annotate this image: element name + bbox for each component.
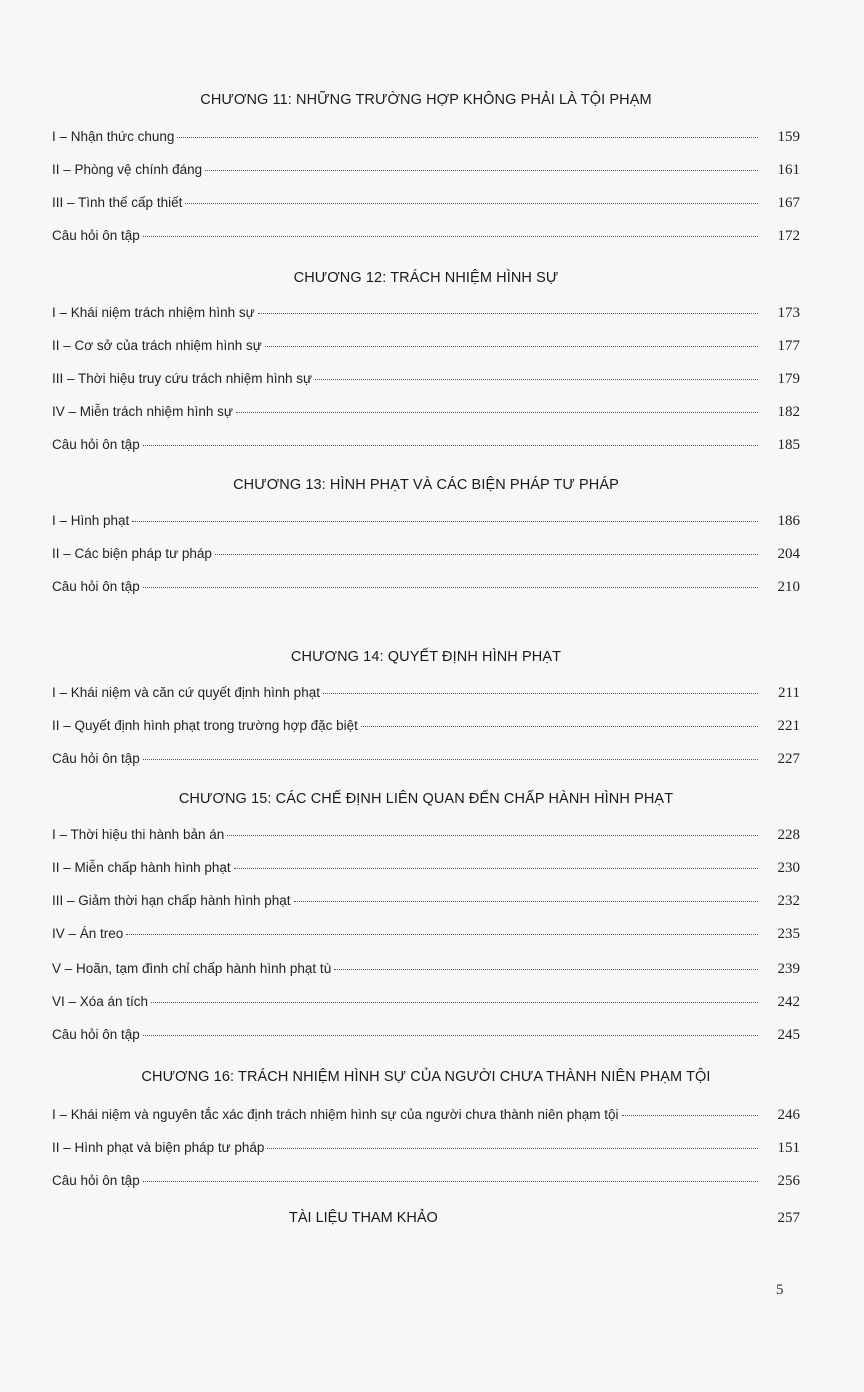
references-entry[interactable]	[52, 1210, 800, 1230]
references-label: TÀI LIỆU THAM KHẢO	[289, 1210, 438, 1226]
entry-label: II – Quyết định hình phạt trong trường hợp đặc biệt	[52, 718, 358, 733]
chapter-15-title: CHƯƠNG 15: CÁC CHẾ ĐỊNH LIÊN QUAN ĐẾN CHẤP HÀNH HÌNH PHẠT	[178, 791, 674, 807]
leader-dots	[622, 1114, 758, 1116]
entry-page: 228	[777, 827, 800, 843]
leader-dots	[236, 411, 758, 413]
toc-entry[interactable]	[52, 893, 800, 913]
chapter-14-title: CHƯƠNG 14: QUYẾT ĐỊNH HÌNH PHẠT	[290, 649, 562, 665]
entry-page: 161	[777, 162, 800, 178]
leader-dots	[177, 136, 758, 138]
entry-page: 173	[777, 305, 800, 321]
leader-dots	[143, 758, 758, 760]
entry-label: Câu hỏi ôn tập	[52, 751, 140, 766]
leader-dots	[143, 235, 758, 237]
leader-dots	[267, 1147, 758, 1149]
entry-page: 177	[777, 338, 800, 354]
toc-entry[interactable]	[52, 371, 800, 391]
chapter-12-title: CHƯƠNG 12: TRÁCH NHIỆM HÌNH SỰ	[293, 270, 559, 286]
entry-label: Câu hỏi ôn tập	[52, 579, 140, 594]
leader-dots	[132, 520, 758, 522]
toc-entry[interactable]	[52, 1027, 800, 1047]
chapter-16-title: CHƯƠNG 16: TRÁCH NHIỆM HÌNH SỰ CỦA NGƯỜI CHƯA THÀNH NIÊN PHẠM TỘI	[141, 1069, 711, 1085]
entry-page: 186	[777, 513, 800, 529]
entry-page: 235	[777, 926, 800, 942]
leader-dots	[258, 312, 758, 314]
entry-page: 204	[777, 546, 800, 562]
entry-page: 185	[777, 437, 800, 453]
toc-entry[interactable]	[52, 513, 800, 533]
entry-label: Câu hỏi ôn tập	[52, 1173, 140, 1188]
entry-page: 232	[777, 893, 800, 909]
entry-page: 211	[778, 685, 800, 701]
toc-entry[interactable]	[52, 162, 800, 182]
leader-dots	[126, 933, 758, 935]
toc-entry[interactable]	[52, 546, 800, 566]
entry-page: 230	[777, 860, 800, 876]
toc-entry[interactable]	[52, 305, 800, 325]
leader-dots	[315, 378, 758, 380]
toc-entry[interactable]	[52, 1140, 800, 1160]
entry-label: VI – Xóa án tích	[52, 994, 149, 1009]
entry-page: 246	[777, 1107, 800, 1123]
toc-entry[interactable]	[52, 994, 800, 1014]
entry-label: Câu hỏi ôn tập	[52, 437, 140, 452]
chapter-11-title: CHƯƠNG 11: NHỮNG TRƯỜNG HỢP KHÔNG PHẢI LÀ TỘI PHẠM	[200, 92, 652, 108]
toc-entry[interactable]	[52, 1173, 800, 1193]
entry-page: 167	[777, 195, 800, 211]
toc-entry[interactable]	[52, 685, 800, 705]
leader-dots	[227, 834, 758, 836]
toc-entry[interactable]	[52, 718, 800, 738]
entry-label: II – Hình phạt và biện pháp tư pháp	[52, 1140, 265, 1155]
leader-dots	[185, 202, 758, 204]
entry-label: I – Khái niệm và nguyên tắc xác định trách nhiệm hình sự của người chưa thành niên phạm tội	[52, 1107, 619, 1122]
entry-page: 256	[777, 1173, 800, 1189]
leader-dots	[151, 1001, 758, 1003]
leader-dots	[323, 692, 758, 694]
toc-entry[interactable]	[52, 1107, 800, 1127]
toc-entry[interactable]	[52, 579, 800, 599]
page-number: 5	[776, 1282, 784, 1298]
chapter-13-title: CHƯƠNG 13: HÌNH PHẠT VÀ CÁC BIỆN PHÁP TƯ PHÁP	[233, 477, 619, 493]
entry-label: III – Giảm thời hạn chấp hành hình phạt	[52, 893, 291, 908]
entry-label: I – Khái niệm và căn cứ quyết định hình phạt	[52, 685, 320, 700]
entry-page: 172	[777, 228, 800, 244]
leader-dots	[361, 725, 758, 727]
leader-dots	[143, 444, 758, 446]
leader-dots	[205, 169, 758, 171]
toc-entry[interactable]	[52, 338, 800, 358]
entry-label: IV – Án treo	[52, 926, 124, 941]
entry-page: 182	[777, 404, 800, 420]
entry-label: I – Khái niệm trách nhiệm hình sự	[52, 305, 255, 320]
entry-page: 221	[777, 718, 800, 734]
toc-entry[interactable]	[52, 228, 800, 248]
entry-label: II – Cơ sở của trách nhiệm hình sự	[52, 338, 262, 353]
entry-label: V – Hoãn, tạm đình chỉ chấp hành hình phạt tù	[52, 961, 332, 976]
entry-label: IV – Miễn trách nhiệm hình sự	[52, 404, 233, 419]
entry-label: I – Hình phạt	[52, 513, 130, 528]
toc-entry[interactable]	[52, 404, 800, 424]
toc-entry[interactable]	[52, 437, 800, 457]
toc-entry[interactable]	[52, 195, 800, 215]
leader-dots	[215, 553, 758, 555]
entry-label: I – Nhận thức chung	[52, 129, 175, 144]
entry-page: 159	[777, 129, 800, 145]
entry-page: 179	[777, 371, 800, 387]
leader-dots	[234, 867, 758, 869]
toc-entry[interactable]	[52, 129, 800, 149]
leader-dots	[265, 345, 758, 347]
leader-dots	[143, 1180, 758, 1182]
toc-entry[interactable]	[52, 961, 800, 981]
entry-page: 151	[777, 1140, 800, 1156]
entry-page: 239	[777, 961, 800, 977]
entry-label: II – Các biện pháp tư pháp	[52, 546, 212, 561]
entry-label: II – Miễn chấp hành hình phạt	[52, 860, 231, 875]
toc-entry[interactable]	[52, 827, 800, 847]
entry-label: III – Thời hiệu truy cứu trách nhiệm hình sự	[52, 371, 313, 386]
entry-label: I – Thời hiệu thi hành bản án	[52, 827, 225, 842]
leader-dots	[143, 586, 758, 588]
entry-page: 245	[777, 1027, 800, 1043]
references-page: 257	[777, 1210, 800, 1226]
toc-entry[interactable]	[52, 860, 800, 880]
leader-dots	[294, 900, 758, 902]
entry-page: 242	[777, 994, 800, 1010]
entry-page: 227	[777, 751, 800, 767]
entry-label: III – Tình thế cấp thiết	[52, 195, 183, 210]
entry-label: II – Phòng vệ chính đáng	[52, 162, 203, 177]
leader-dots	[143, 1034, 758, 1036]
entry-label: Câu hỏi ôn tập	[52, 228, 140, 243]
leader-dots	[334, 968, 758, 970]
toc-entry[interactable]	[52, 926, 800, 946]
toc-entry[interactable]	[52, 751, 800, 771]
entry-page: 210	[777, 579, 800, 595]
entry-label: Câu hỏi ôn tập	[52, 1027, 140, 1042]
